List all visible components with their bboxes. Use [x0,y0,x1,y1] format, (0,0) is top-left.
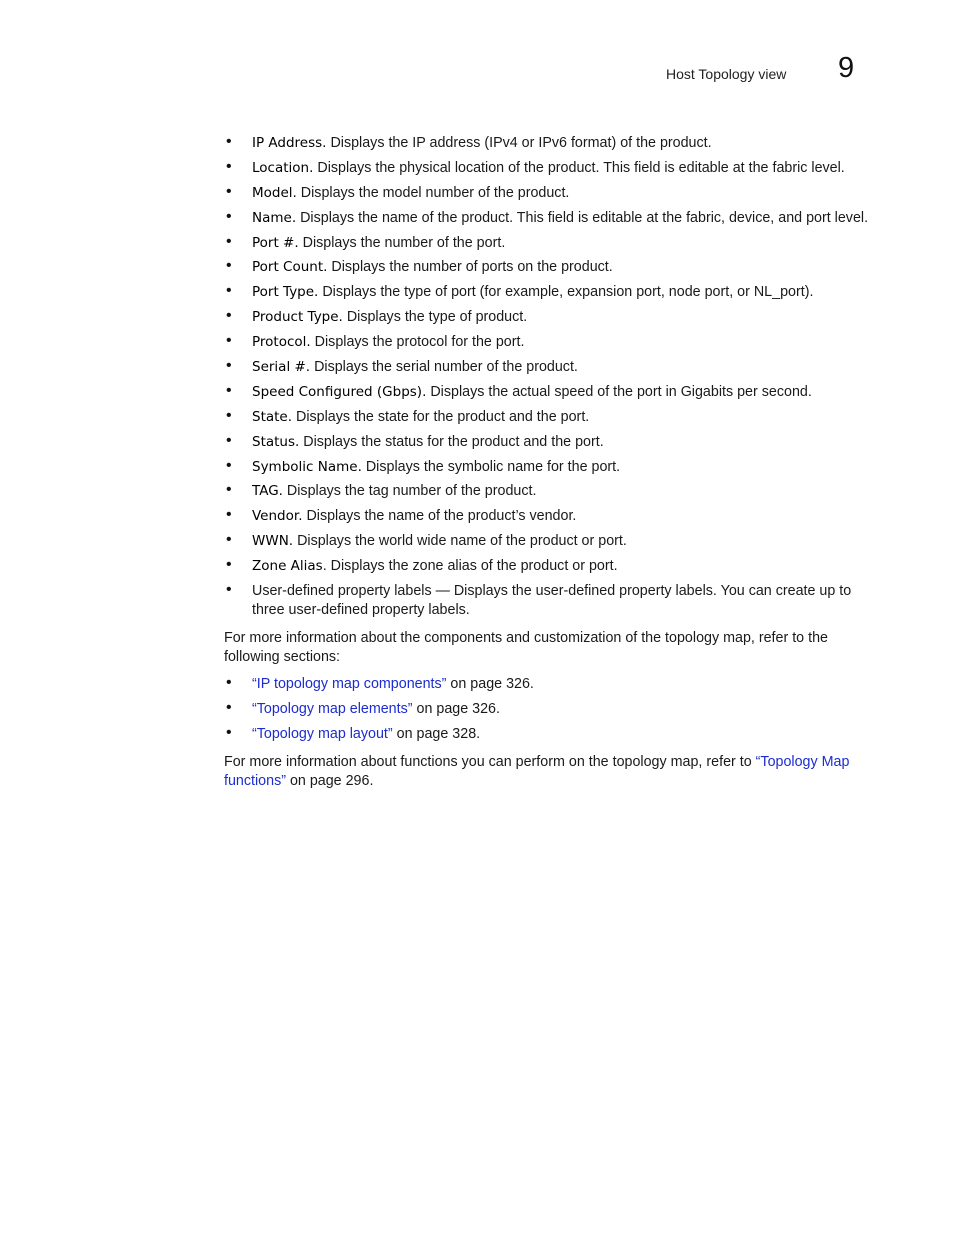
list-item [224,532,870,551]
property-desc: Displays the type of product. [342,309,528,326]
property-list [224,134,870,619]
list-item [224,725,870,744]
property-term: State. [252,408,293,425]
list-item [224,700,870,719]
property-desc: Displays the status for the product and the port. [299,433,604,450]
link-topology-map-functions[interactable]: “Topology Map functions” [224,754,850,789]
list-item [224,308,870,327]
list-item [224,675,870,694]
property-desc: Displays the type of port (for example, expansion port, node port, or NL_port). [318,284,814,301]
property-term: Zone Alias [252,558,323,575]
list-item [224,433,870,452]
chapter-number: 9 [838,52,855,84]
functions-paragraph [224,753,870,790]
property-term: Product Type. [252,309,343,326]
link-topology-map-layout[interactable]: “Topology map layout” [252,725,393,742]
property-desc: Displays the physical location of the product. This field is editable at the fabric level. [313,159,845,176]
list-item [224,482,870,501]
property-desc: Displays the number of ports on the product. [327,259,613,276]
property-desc: Displays the name of the product. This field is editable at the fabric, device, and port level. [296,209,869,226]
list-item [224,234,870,253]
property-desc: Displays the symbolic name for the port. [361,458,621,475]
property-desc: User-defined property labels — Displays the user-defined property labels. You can create up to three user-defined property labels. [252,583,852,618]
property-term: Port Count. [252,259,328,276]
running-header-title: Host Topology view [666,66,787,82]
property-term: Speed Configured (Gbps). [252,383,427,400]
section-link-list [224,675,870,743]
property-desc: Displays the IP address (IPv4 or IPv6 format) of the product. [326,135,712,151]
link-ip-topology-map-components[interactable]: “IP topology map components” [252,676,447,693]
functions-text: For more information about functions you can perform on the topology map, refer to [224,754,756,771]
property-term: Symbolic Name. [252,458,362,475]
property-term: TAG. [252,483,283,500]
property-term: WWN. [252,533,294,550]
list-item [224,458,870,477]
list-item [224,358,870,377]
page-body [224,134,870,790]
property-term: Status. [252,433,300,450]
components-paragraph: For more information about the components and customization of the topology map, refer to the following sections: [224,630,828,665]
page-reference: on page 326. [446,676,534,693]
property-term: Location. [252,159,314,176]
property-desc: Displays the state for the product and the port. [292,408,590,425]
property-desc: Displays the tag number of the product. [282,483,537,500]
list-item [224,209,870,228]
property-desc: . Displays the zone alias of the product or port. [322,558,618,575]
list-item [224,134,870,153]
property-term: Model. [252,184,297,201]
page-reference: on page 296. [285,772,374,789]
property-term: Serial #. [252,359,311,376]
property-desc: Displays the protocol for the port. [310,334,525,351]
page-reference: on page 326. [412,700,500,717]
list-item [224,258,870,277]
page-reference: on page 328. [392,725,481,742]
list-item [224,582,870,619]
list-item [224,507,870,526]
property-term: Protocol. [252,334,311,351]
property-term: Port #. [252,234,299,251]
list-item [224,333,870,352]
property-desc: Displays the actual speed of the port in Gigabits per second. [426,383,812,400]
list-item [224,184,870,203]
property-desc: Displays the serial number of the product. [310,359,578,376]
property-term: Vendor. [252,508,303,525]
property-term: Name. [252,209,297,226]
property-term: IP Address. [252,135,327,151]
property-desc: Displays the world wide name of the product or port. [293,533,627,550]
property-desc: Displays the name of the product’s vendor. [302,508,577,525]
property-desc: Displays the number of the port. [298,234,506,251]
list-item [224,383,870,402]
property-term: Port Type. [252,284,319,301]
property-desc: Displays the model number of the product. [296,184,570,201]
link-topology-map-elements[interactable]: “Topology map elements” [252,700,413,717]
list-item [224,159,870,178]
list-item [224,283,870,302]
list-item [224,557,870,576]
list-item [224,408,870,427]
